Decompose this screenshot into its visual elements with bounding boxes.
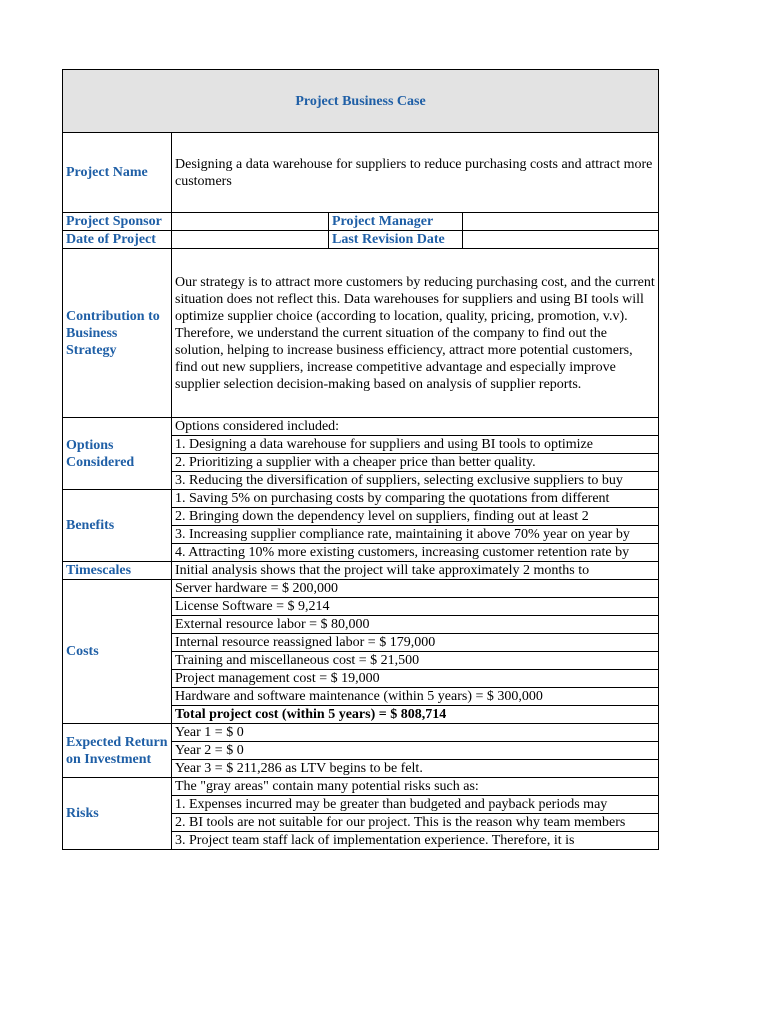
risk-item[interactable]: 1. Expenses incurred may be greater than budgeted and payback periods may [172, 796, 659, 814]
date-of-project-value[interactable] [172, 231, 329, 249]
risks-row [63, 778, 659, 796]
benefits-item[interactable]: 4. Attracting 10% more existing customers, increasing customer retention rate by [172, 544, 659, 562]
risk-item[interactable]: The "gray areas" contain many potential risks such as: [172, 778, 659, 796]
cost-item[interactable]: Server hardware = $ 200,000 [172, 580, 659, 598]
benefits-item[interactable]: 3. Increasing supplier compliance rate, maintaining it above 70% year on year by [172, 526, 659, 544]
roi-item[interactable]: Year 2 = $ 0 [172, 742, 659, 760]
project-name-row [63, 133, 659, 213]
sponsor-row [63, 213, 659, 231]
cost-item[interactable]: Hardware and software maintenance (within 5 years) = $ 300,000 [172, 688, 659, 706]
business-case-table [62, 69, 659, 850]
options-label: Options Considered [63, 418, 172, 490]
risk-item[interactable]: 3. Project team staff lack of implementation experience. Therefore, it is [172, 832, 659, 850]
page-title: Project Business Case [63, 70, 659, 133]
cost-item[interactable]: License Software = $ 9,214 [172, 598, 659, 616]
project-name-value[interactable]: Designing a data warehouse for suppliers to reduce purchasing costs and attract more customers [172, 133, 659, 213]
benefits-item[interactable]: 1. Saving 5% on purchasing costs by comparing the quotations from different [172, 490, 659, 508]
cost-item[interactable]: Training and miscellaneous cost = $ 21,500 [172, 652, 659, 670]
cost-item[interactable]: Project management cost = $ 19,000 [172, 670, 659, 688]
date-row [63, 231, 659, 249]
contribution-row [63, 249, 659, 418]
project-name-label: Project Name [63, 133, 172, 213]
last-revision-date-label: Last Revision Date [329, 231, 463, 249]
roi-label: Expected Return on Investment [63, 724, 172, 778]
options-item[interactable]: Options considered included: [172, 418, 659, 436]
roi-item[interactable]: Year 1 = $ 0 [172, 724, 659, 742]
risk-item[interactable]: 2. BI tools are not suitable for our project. This is the reason why team members [172, 814, 659, 832]
benefits-item[interactable]: 2. Bringing down the dependency level on suppliers, finding out at least 2 [172, 508, 659, 526]
cost-total[interactable]: Total project cost (within 5 years) = $ 808,714 [172, 706, 659, 724]
contribution-text[interactable]: Our strategy is to attract more customers by reducing purchasing cost, and the current situation does not reflect this. Data warehouses for suppliers and using BI tools will optimize supplier choice (according to location, quality, pricing, promotion, v.v). Therefore, we understand the current situation of the company to find out the solution, helping to increase business efficiency, attract more potential customers, find out new suppliers, increase competitive advantage and especially improve supplier selection decision-making based on analysis of supplier reports. [172, 249, 659, 418]
cost-item[interactable]: Internal resource reassigned labor = $ 179,000 [172, 634, 659, 652]
roi-row [63, 724, 659, 742]
project-sponsor-label: Project Sponsor [63, 213, 172, 231]
timescales-row [63, 562, 659, 580]
costs-label: Costs [63, 580, 172, 724]
benefits-row [63, 490, 659, 508]
roi-item[interactable]: Year 3 = $ 211,286 as LTV begins to be felt. [172, 760, 659, 778]
project-manager-value[interactable] [463, 213, 659, 231]
options-item[interactable]: 1. Designing a data warehouse for suppliers and using BI tools to optimize [172, 436, 659, 454]
timescales-label: Timescales [63, 562, 172, 580]
project-manager-label: Project Manager [329, 213, 463, 231]
project-sponsor-value[interactable] [172, 213, 329, 231]
last-revision-date-value[interactable] [463, 231, 659, 249]
options-item[interactable]: 3. Reducing the diversification of suppliers, selecting exclusive suppliers to buy [172, 472, 659, 490]
risks-label: Risks [63, 778, 172, 850]
contribution-label: Contribution to Business Strategy [63, 249, 172, 418]
cost-item[interactable]: External resource labor = $ 80,000 [172, 616, 659, 634]
costs-row [63, 580, 659, 598]
timescales-value[interactable]: Initial analysis shows that the project will take approximately 2 months to [172, 562, 659, 580]
options-item[interactable]: 2. Prioritizing a supplier with a cheaper price than better quality. [172, 454, 659, 472]
benefits-label: Benefits [63, 490, 172, 562]
title-row [63, 70, 659, 133]
options-row [63, 418, 659, 436]
date-of-project-label: Date of Project [63, 231, 172, 249]
